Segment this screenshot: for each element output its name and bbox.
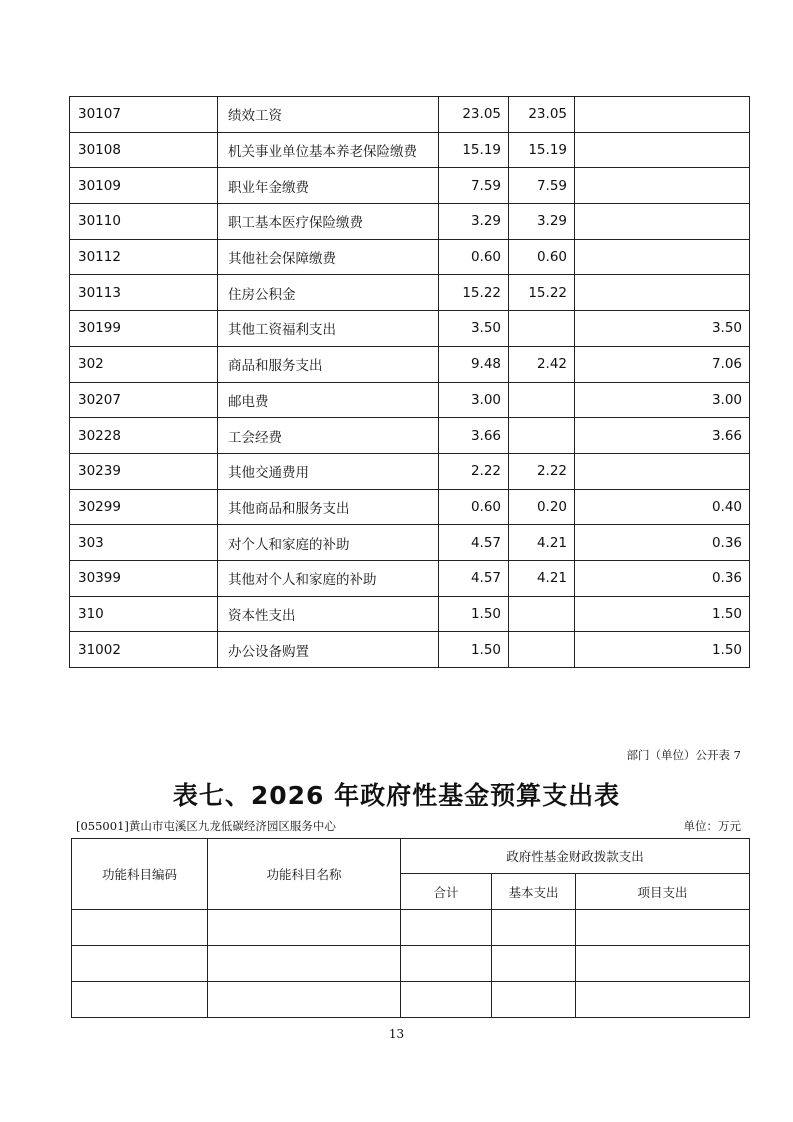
item-project-expense: 0.36 [575,560,750,596]
item-total: 9.48 [439,346,509,382]
item-name: 绩效工资 [218,97,439,133]
table-cell [72,946,208,982]
table-cell [576,982,750,1018]
item-project-expense: 3.00 [575,382,750,418]
item-project-expense: 1.50 [575,632,750,668]
table-row [70,560,750,596]
item-code: 30109 [70,168,218,204]
item-project-expense: 0.36 [575,525,750,561]
item-total: 15.22 [439,275,509,311]
table-header-row [72,839,750,874]
item-project-expense: 7.06 [575,346,750,382]
item-name: 其他交通费用 [218,453,439,489]
item-basic-expense: 4.21 [509,525,575,561]
item-project-expense [575,453,750,489]
item-basic-expense [509,382,575,418]
item-name: 职工基本医疗保险缴费 [218,204,439,240]
item-total: 1.50 [439,632,509,668]
table-row [70,596,750,632]
fund-expense-table [71,838,750,1018]
item-basic-expense [509,311,575,347]
table-row [70,382,750,418]
item-project-expense: 1.50 [575,596,750,632]
item-name: 机关事业单位基本养老保险缴费 [218,132,439,168]
table-cell [492,946,576,982]
item-project-expense [575,168,750,204]
item-basic-expense [509,632,575,668]
item-total: 23.05 [439,97,509,133]
table-row [70,346,750,382]
table-row [70,632,750,668]
item-basic-expense: 4.21 [509,560,575,596]
table-row [70,275,750,311]
item-project-expense [575,97,750,133]
header-total: 合计 [401,874,492,910]
item-code: 30113 [70,275,218,311]
item-total: 0.60 [439,239,509,275]
item-total: 0.60 [439,489,509,525]
table-row [72,982,750,1018]
table-row [70,418,750,454]
item-name: 对个人和家庭的补助 [218,525,439,561]
item-code: 30228 [70,418,218,454]
item-code: 31002 [70,632,218,668]
table-cell [576,946,750,982]
item-basic-expense: 3.29 [509,204,575,240]
table-cell [401,910,492,946]
item-name: 住房公积金 [218,275,439,311]
item-project-expense: 3.50 [575,311,750,347]
table-row [70,453,750,489]
item-basic-expense: 0.20 [509,489,575,525]
item-code: 302 [70,346,218,382]
item-total: 3.29 [439,204,509,240]
unit-name: [055001]黄山市屯溪区九龙低碳经济园区服务中心 [76,819,336,833]
header-fund-group: 政府性基金财政拨款支出 [401,839,750,874]
table-cell [401,946,492,982]
item-code: 310 [70,596,218,632]
table-row [70,97,750,133]
item-basic-expense: 2.22 [509,453,575,489]
item-code: 30107 [70,97,218,133]
item-total: 3.50 [439,311,509,347]
table-cell [208,946,401,982]
item-code: 30399 [70,560,218,596]
item-code: 30199 [70,311,218,347]
table-row [70,168,750,204]
item-project-expense [575,132,750,168]
item-total: 1.50 [439,596,509,632]
dept-public-table-note: 部门（单位）公开表 7 [626,748,741,762]
item-basic-expense: 2.42 [509,346,575,382]
item-code: 30110 [70,204,218,240]
item-name: 其他商品和服务支出 [218,489,439,525]
item-project-expense: 0.40 [575,489,750,525]
item-project-expense: 3.66 [575,418,750,454]
table-row [70,525,750,561]
item-code: 30108 [70,132,218,168]
item-code: 303 [70,525,218,561]
table-cell [401,982,492,1018]
table-cell [208,982,401,1018]
item-name: 其他工资福利支出 [218,311,439,347]
table-row [70,489,750,525]
item-basic-expense: 15.19 [509,132,575,168]
table-cell [72,982,208,1018]
table-row [72,946,750,982]
table-cell [492,982,576,1018]
table-cell [576,910,750,946]
expense-table-body [70,97,750,668]
item-total: 3.66 [439,418,509,454]
item-name: 职业年金缴费 [218,168,439,204]
item-basic-expense: 0.60 [509,239,575,275]
table-row [72,910,750,946]
page-number: 13 [388,1027,405,1041]
item-basic-expense [509,418,575,454]
header-project-expense: 项目支出 [576,874,750,910]
item-code: 30299 [70,489,218,525]
expense-table [69,96,750,668]
table-cell [208,910,401,946]
item-basic-expense: 15.22 [509,275,575,311]
table-row [70,132,750,168]
table-row [70,204,750,240]
item-name: 资本性支出 [218,596,439,632]
item-project-expense [575,204,750,240]
item-name: 商品和服务支出 [218,346,439,382]
item-name: 办公设备购置 [218,632,439,668]
table-row [70,239,750,275]
item-total: 4.57 [439,525,509,561]
item-basic-expense [509,596,575,632]
item-code: 30207 [70,382,218,418]
item-basic-expense: 7.59 [509,168,575,204]
header-basic-expense: 基本支出 [492,874,576,910]
item-name: 其他对个人和家庭的补助 [218,560,439,596]
currency-unit-label: 单位：万元 [683,819,741,833]
header-function-code: 功能科目编码 [72,839,208,910]
item-name: 邮电费 [218,382,439,418]
item-total: 3.00 [439,382,509,418]
page-title: 表七、2026 年政府性基金预算支出表 [172,781,621,810]
item-total: 2.22 [439,453,509,489]
item-name: 其他社会保障缴费 [218,239,439,275]
item-project-expense [575,275,750,311]
table-row [70,311,750,347]
item-project-expense [575,239,750,275]
header-function-name: 功能科目名称 [208,839,401,910]
table-cell [72,910,208,946]
item-total: 4.57 [439,560,509,596]
item-total: 7.59 [439,168,509,204]
table-cell [492,910,576,946]
item-name: 工会经费 [218,418,439,454]
item-total: 15.19 [439,132,509,168]
item-code: 30239 [70,453,218,489]
item-basic-expense: 23.05 [509,97,575,133]
item-code: 30112 [70,239,218,275]
